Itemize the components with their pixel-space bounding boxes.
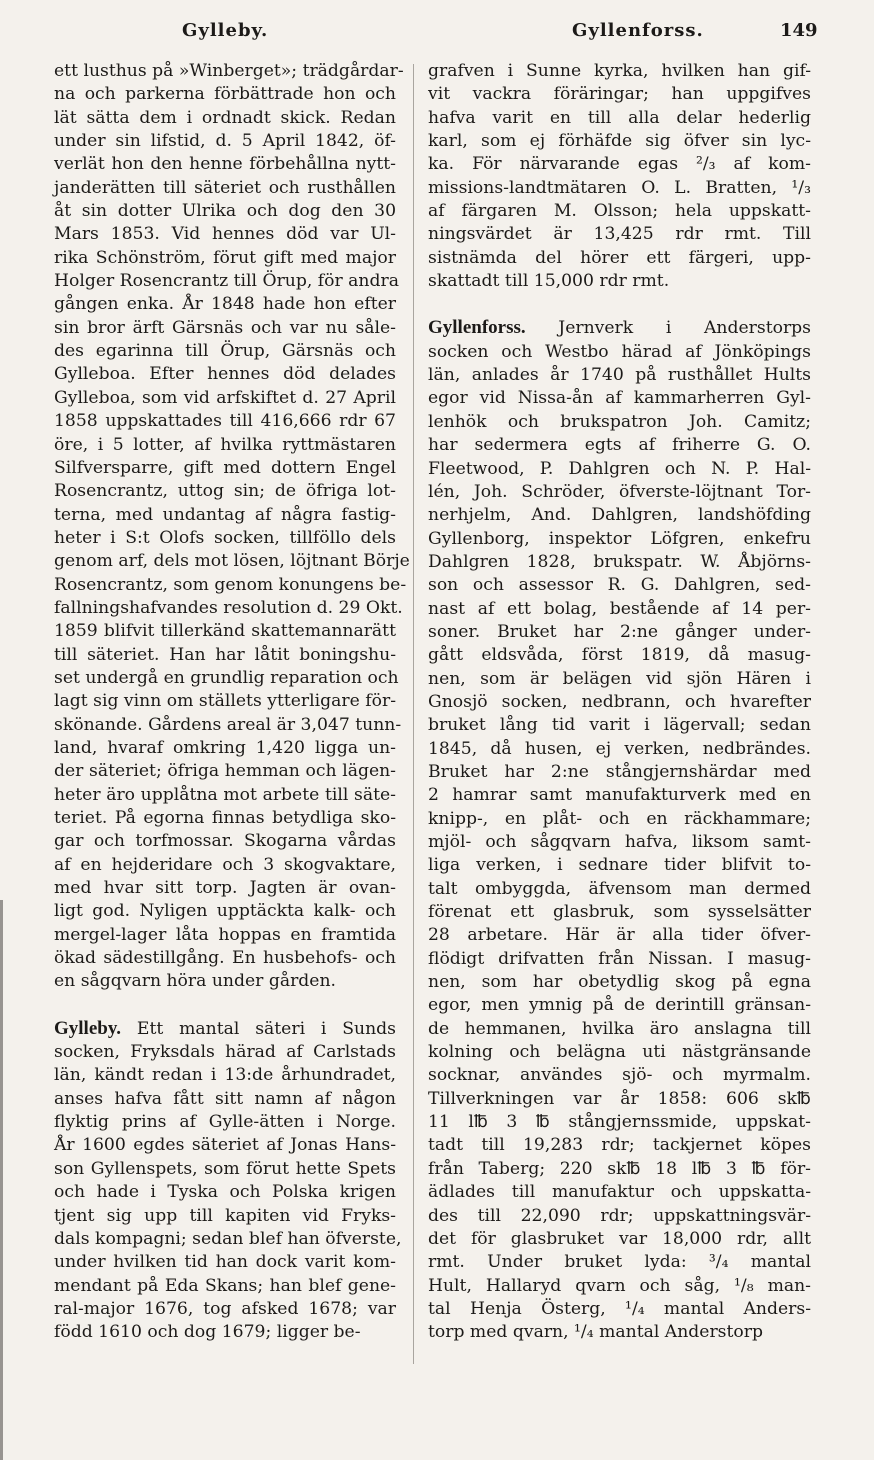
text-line: nen, som är belägen vid sjön Hären i — [428, 668, 811, 689]
text-line: lén, Joh. Schröder, öfverste-löjtnant Tor- — [428, 481, 811, 502]
text-line: des egarinna till Örup, Gärsnäs och — [54, 341, 396, 362]
text-line: Holger Rosencrantz till Örup, för andra — [54, 271, 399, 292]
text-line: Fleetwood, P. Dahlgren och N. P. Hal- — [428, 458, 811, 479]
text-line: tal Henja Österg, ¹/₄ mantal Anders- — [428, 1298, 811, 1319]
text-line: set undergå en grundlig reparation och — [54, 667, 399, 688]
text-line: verlät hon den henne förbehållna nytt- — [54, 154, 396, 175]
text-line: ligt god. Nyligen upptäckta kalk- och — [54, 901, 396, 922]
text-line: det för glasbruket var 18,000 rdr, allt — [428, 1228, 811, 1249]
text-line: bruket lång tid varit i lägervall; sedan — [428, 715, 811, 736]
text-line: dals kompagni; sedan blef han öfverste, — [54, 1228, 402, 1249]
text-line: Gylleboa. Efter hennes död delades — [54, 364, 396, 385]
entry-title: Gylleby. — [54, 1017, 122, 1039]
text-line: vit vackra föräringar; han uppgifves — [428, 84, 811, 105]
text-line: talt ombyggda, äfvensom man dermed — [428, 878, 811, 899]
text-line: mjöl- och sågqvarn hafva, liksom samt- — [428, 832, 811, 852]
text-line: kolning och belägna uti nästgränsande — [428, 1042, 811, 1063]
text-line: rmt. Under bruket lyda: ³/₄ mantal — [428, 1252, 811, 1273]
text-line: torp med qvarn, ¹/₄ mantal Anderstorp — [428, 1322, 763, 1343]
text-line: sin bror ärft Gärsnäs och var nu såle- — [54, 317, 396, 338]
text-line: land, hvaraf omkring 1,420 ligga un- — [54, 737, 396, 758]
text-line: född 1610 och dog 1679; ligger be- — [54, 1322, 361, 1343]
text-line: lenhök och brukspatron Joh. Camitz; — [428, 411, 811, 432]
text-line: tjent sig upp till kapiten vid Fryks- — [54, 1205, 396, 1226]
text-line: egor vid Nissa-ån af kammarherren Gyl- — [428, 388, 811, 409]
text-line: heter äro upplåtna mot arbete till säte- — [54, 784, 396, 805]
text-line: lagt sig vinn om ställets ytterligare för- — [54, 691, 396, 712]
text-line: nast af ett bolag, bestående af 14 per- — [428, 598, 811, 619]
text-line: mendant på Eda Skans; han blef gene- — [54, 1275, 396, 1296]
text-line: son Gyllenspets, som förut hette Spets — [54, 1158, 396, 1179]
text-line: flyktig prins af Gylle-ätten i Norge. — [54, 1112, 396, 1133]
text-line: åt sin dotter Ulrika och dog den 30 — [54, 201, 396, 222]
text-line: socken och Westbo härad af Jönköpings — [428, 341, 811, 362]
text-line: 28 arbetare. Här är alla tider öfver- — [428, 925, 811, 946]
text-line: flödigt drifvatten från Nissan. I masug- — [428, 948, 811, 969]
text-line: förenat ett glasbruk, som sysselsätter — [428, 902, 811, 923]
text-line: Gylleboa, som vid arfskiftet d. 27 April — [54, 387, 396, 408]
page-edge-shadow — [0, 900, 3, 1460]
text-line: af färgaren M. Olsson; hela uppskatt- — [428, 201, 811, 222]
text-line: heter i S:t Olofs socken, tillföllo dels — [54, 527, 396, 548]
text-line: son och assessor R. G. Dahlgren, sed- — [428, 575, 811, 596]
text-line: grafven i Sunne kyrka, hvilken han gif- — [428, 61, 811, 81]
text-line: ral-major 1676, tog afsked 1678; var — [54, 1298, 396, 1319]
text-line: 1858 uppskattades till 416,666 rdr 67 — [54, 411, 396, 432]
text-line: teriet. På egorna finnas betydliga sko- — [54, 808, 396, 828]
text-line: socknar, användes sjö- och myrmalm. — [428, 1065, 811, 1086]
text-line: har sedermera egts af friherre G. O. — [428, 435, 811, 456]
text-line: anses hafva fått sitt namn af någon — [54, 1088, 396, 1109]
text-line: lät sätta dem i ordnadt skick. Redan — [54, 107, 396, 128]
text-line: genom arf, dels mot lösen, löjtnant Börje — [54, 551, 410, 572]
entry-title: Gyllenforss. — [428, 317, 526, 339]
text-line: hafva varit en till alla delar hederlig — [428, 107, 811, 128]
text-line: Gnosjö socken, nedbrann, och hvarefter — [428, 691, 811, 712]
text-line: missions-landtmätaren O. L. Bratten, ¹/₃ — [428, 177, 811, 198]
text-line: från Taberg; 220 sk℔ 18 l℔ 3 ℔ för- — [428, 1158, 811, 1179]
text-line: ökad sädestillgång. En husbehofs- och — [54, 948, 396, 969]
text-line: län, kändt redan i 13:de århundradet, — [54, 1065, 396, 1086]
text-line: fallningshafvandes resolution d. 29 Okt. — [54, 597, 403, 618]
text-line: mergel-lager låta hoppas en framtida — [54, 924, 396, 945]
text-line: af en hejderidare och 3 skogvaktare, — [54, 854, 396, 875]
text-line: gått eldsvåda, först 1819, då masug- — [428, 645, 811, 666]
text-line: janderätten till säteriet och rusthållen — [54, 177, 396, 198]
left-column — [54, 60, 410, 1345]
text-line: Silfversparre, gift med dottern Engel — [54, 457, 396, 478]
text-line: der säteriet; öfriga hemman och lägen- — [54, 761, 396, 782]
text-line: socken, Fryksdals härad af Carlstads — [54, 1042, 396, 1063]
text-line: nerhjelm, And. Dahlgren, landshöfding — [428, 505, 811, 526]
column-divider — [413, 64, 414, 1364]
text-line: de hemmanen, hvilka äro anslagna till — [428, 1018, 811, 1039]
running-head-left: Gylleby. — [182, 20, 269, 41]
text-line: en sågqvarn höra under gården. — [54, 971, 336, 992]
text-line: skattadt till 15,000 rdr rmt. — [428, 271, 670, 292]
paragraph — [54, 60, 410, 994]
text-line: län, anlades år 1740 på rusthållet Hults — [428, 365, 811, 386]
text-line: öre, i 5 lotter, af hvilka ryttmästaren — [54, 434, 396, 455]
text-line: 2 hamrar samt manufakturverk med en — [428, 785, 811, 806]
text-line: Hult, Hallaryd qvarn och såg, ¹/₈ man- — [428, 1275, 811, 1296]
text-line: egor, men ymnig på de derintill gränsan- — [428, 995, 811, 1016]
paragraph — [54, 1017, 402, 1345]
text-line: karl, som ej förhäfde sig öfver sin lyc- — [428, 131, 811, 152]
text-line: under hvilken tid han dock varit kom- — [54, 1252, 396, 1273]
right-column — [428, 60, 811, 1345]
text-line: ädlades till manufaktur och uppskatta- — [428, 1182, 811, 1203]
running-head-right: Gyllenforss. — [572, 20, 704, 41]
text-line: Rosencrantz, uttog sin; de öfriga lot- — [54, 481, 396, 502]
text-line: under sin lifstid, d. 5 April 1842, öf- — [54, 131, 396, 152]
text-line: tadt till 19,283 rdr; tackjernet köpes — [428, 1135, 811, 1156]
text-line: liga verken, i sednare tider blifvit to- — [428, 855, 811, 876]
text-line: 11 l℔ 3 ℔ stångjernssmide, uppskat- — [428, 1112, 811, 1133]
text-line: sistnämda del hörer ett färgeri, upp- — [428, 247, 811, 268]
text-line: Bruket har 2:ne stångjernshärdar med — [428, 761, 811, 782]
text-line: Dahlgren 1828, brukspatr. W. Åbjörns- — [428, 551, 811, 572]
text-line: gar och torfmossar. Skogarna vårdas — [54, 831, 396, 852]
text-line: skönande. Gårdens areal är 3,047 tunn- — [54, 714, 402, 735]
text-line: terna, med undantag af några fastig- — [54, 504, 396, 525]
text-line: gången enka. År 1848 hade hon efter — [54, 294, 396, 315]
text-line: med hvar sitt torp. Jagten är ovan- — [54, 878, 396, 899]
text-line: Gyllenforss. Jernverk i Anderstorps — [428, 317, 811, 339]
text-line: 1845, då husen, ej verken, nedbrändes. — [428, 738, 811, 759]
text-line: Tillverkningen var år 1858: 606 sk℔ — [428, 1088, 811, 1109]
text-line: rika Schönström, förut gift med major — [54, 247, 396, 268]
page-header — [0, 20, 874, 48]
text-line: soner. Bruket har 2:ne gånger under- — [428, 621, 811, 642]
text-line: ett lusthus på »Winberget»; trädgårdar- — [54, 61, 404, 81]
text-line: nen, som har obetydlig skog på egna — [428, 972, 811, 993]
text-line: 1859 blifvit tillerkänd skattemannarätt — [54, 621, 396, 642]
page-number: 149 — [780, 20, 818, 41]
text-line: Mars 1853. Vid hennes död var Ul- — [54, 224, 396, 245]
text-line: des till 22,090 rdr; uppskattningsvär- — [428, 1205, 811, 1226]
text-line: till säteriet. Han har låtit boningshu- — [54, 644, 396, 665]
text-line: Gylleby. Ett mantal säteri i Sunds — [54, 1017, 396, 1039]
text-line: Gyllenborg, inspektor Löfgren, enkefru — [428, 528, 811, 549]
text-line: ka. För närvarande egas ²/₃ af kom- — [428, 154, 811, 175]
text-line: knipp-, en plåt- och en räckhammare; — [428, 808, 811, 829]
paragraph — [428, 60, 811, 293]
text-line: och hade i Tyska och Polska krigen — [54, 1182, 396, 1203]
text-line: Rosencrantz, som genom konungens be- — [54, 574, 407, 595]
text-line: År 1600 egdes säteriet af Jonas Hans- — [54, 1135, 396, 1156]
text-line: ningsvärdet är 13,425 rdr rmt. Till — [428, 224, 811, 245]
paragraph — [428, 316, 811, 1344]
text-line: na och parkerna förbättrade hon och — [54, 84, 396, 105]
